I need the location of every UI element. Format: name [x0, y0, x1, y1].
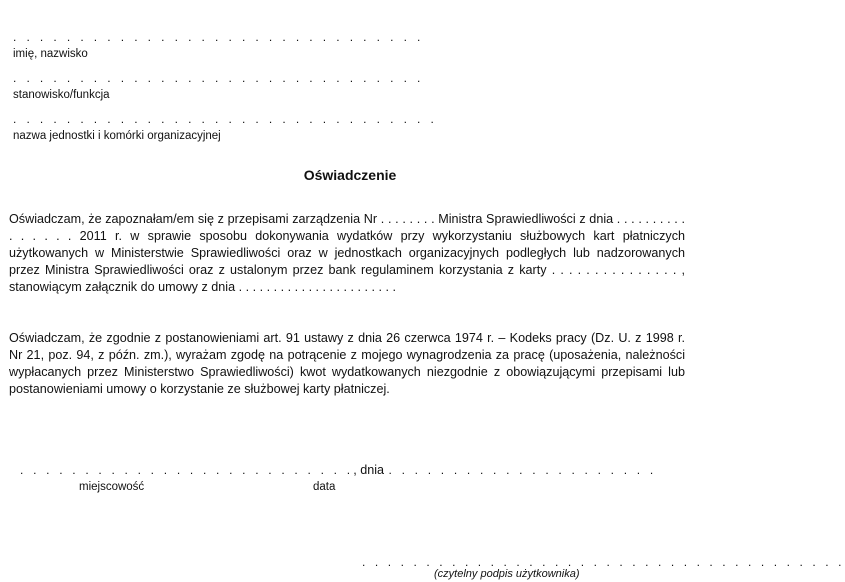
unit-dotted-line: . . . . . . . . . . . . . . . . . . . . . . . . . . . . . . . .: [13, 112, 438, 126]
unit-field: [13, 113, 437, 143]
date-dotted-line: . . . . . . . . . . . . . . . . . . . . .: [388, 463, 657, 477]
paragraph-regulations: Oświadczam, że zapoznałam/em się z przepisami zarządzenia Nr . . . . . . . . Ministra Sprawiedliwości z dnia . . . . . . . . . . . . . . . . 2011 r. w sprawie sposobu dokonywania wydatków przy wykorzystaniu służbowych kart płatniczych użytkowanych w Ministerstwie Sprawiedliwości oraz w jednostkach organizacyjnych podległych lub nadzorowanych przez Ministra Sprawiedliwości oraz z ustalonym przez bank regulaminem korzystania z karty . . . . . . . . . . . . . . . , stanowiącym załącznik do umowy z dnia . . . . . . . . . . . . . . . . . . . . . . .: [9, 212, 685, 294]
position-dotted-line: . . . . . . . . . . . . . . . . . . . . . . . . . . . . . . .: [13, 71, 424, 85]
position-field: [13, 72, 424, 102]
date-connector: , dnia: [353, 463, 385, 477]
paragraph-consent: Oświadczam, że zgodnie z postanowieniami art. 91 ustawy z dnia 26 czerwca 1974 r. – Kodeks pracy (Dz. U. z 1998 r. Nr 21, poz. 94, z późn. zm.), wyrażam zgodę na potrącenie z mojego wynagrodzenia za pracę (uposażenia, należności wypłacanych przez Ministerstwo Sprawiedliwości) kwot wydatkowanych niezgodnie z obowiązującymi przepisami lub postanowieniami umowy o korzystanie ze służbowej karty płatniczej.: [9, 331, 685, 396]
place-label: miejscowość: [79, 481, 145, 493]
signature-label: (czytelny podpis użytkownika): [434, 568, 580, 580]
date-label: data: [313, 481, 336, 493]
place-date-row: [20, 461, 656, 479]
name-field: [13, 31, 424, 61]
place-dotted-line: . . . . . . . . . . . . . . . . . . . . . . . . . .: [20, 463, 354, 477]
unit-label: nazwa jednostki i komórki organizacyjnej: [13, 130, 221, 142]
name-label: imię, nazwisko: [13, 48, 88, 60]
document-title: Oświadczenie: [303, 167, 397, 183]
signature-dotted-line: . . . . . . . . . . . . . . . . . . . . . . . . . . . . . . . . . . . . . .: [362, 555, 845, 569]
name-dotted-line: . . . . . . . . . . . . . . . . . . . . . . . . . . . . . . .: [13, 30, 424, 44]
position-label: stanowisko/funkcja: [13, 89, 110, 101]
